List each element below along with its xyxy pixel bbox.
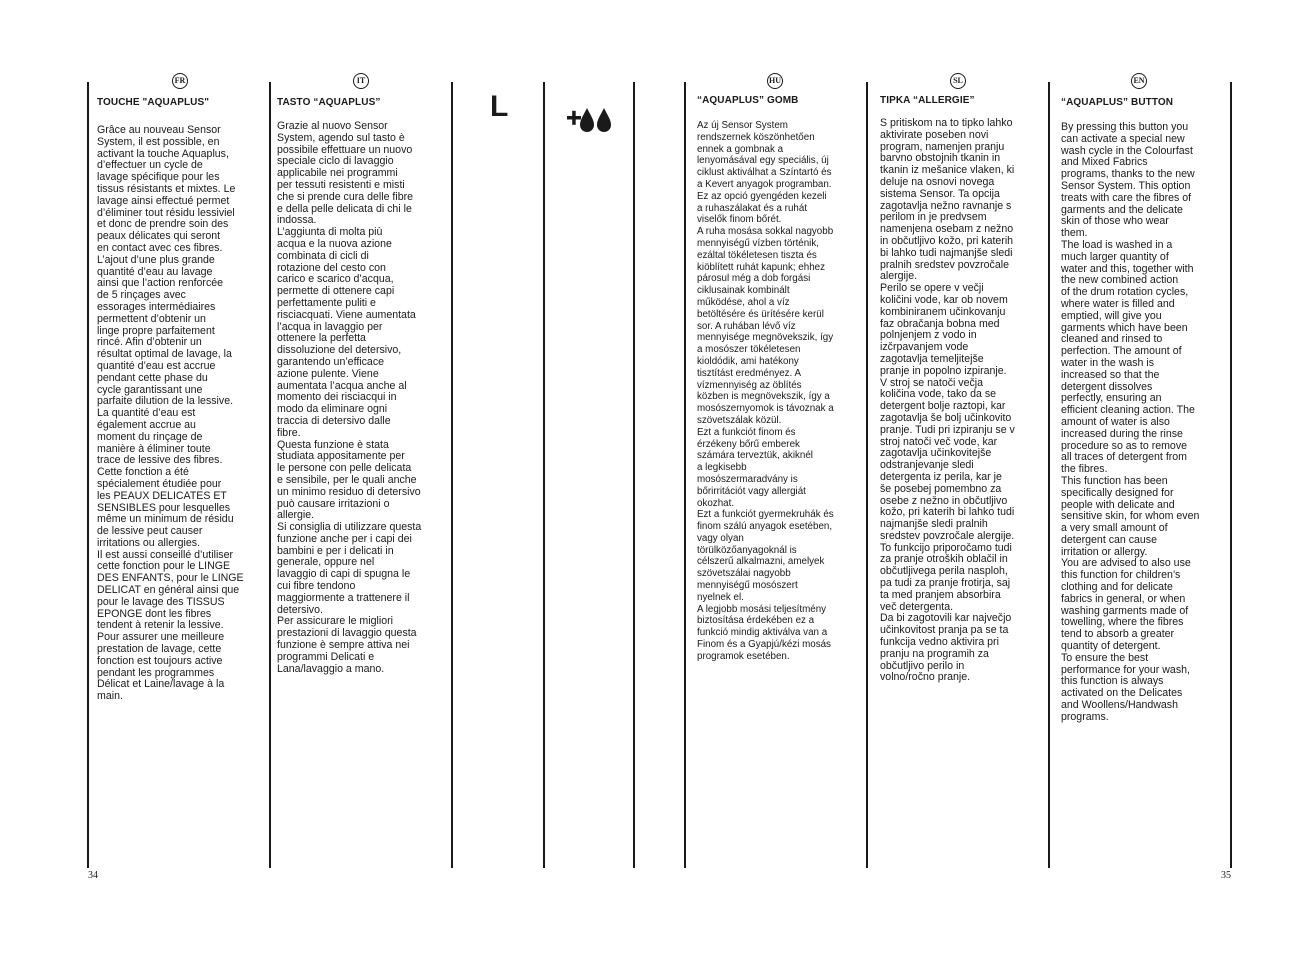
section-heading-it: TASTO “AQUAPLUS” [277, 97, 381, 108]
text-line: fonction est toujours active [97, 654, 223, 667]
text-line: za pranje otroških oblačil in [880, 553, 1008, 566]
text-line: The load is washed in a [1061, 238, 1173, 251]
text-line: perfettamente puliti e [277, 296, 376, 309]
text-line: les PEAUX DELICATES ET [97, 489, 227, 502]
text-line: towelling, where the fibres [1061, 616, 1184, 629]
column-divider [684, 82, 686, 868]
text-line: Da bi zagotovili kar največjo [880, 612, 1012, 625]
column-divider [87, 82, 89, 868]
text-line: carico e scarico d’acqua, [277, 273, 394, 286]
text-line: rendszernek köszönhetően [697, 131, 815, 143]
text-line: funzione è sempre attiva nei [277, 639, 410, 652]
text-line: viselők finom bőrét. [697, 214, 782, 226]
text-line: acqua e la nuova azione [277, 237, 392, 250]
text-line: občutljivega perila nasploh, [880, 565, 1008, 578]
text-line: ciklusainak kombinált [697, 285, 790, 297]
text-line: programok esetében. [697, 650, 790, 662]
text-line: Finom és a Gyapjú/kézi mosás [697, 639, 831, 651]
text-line: This function has been [1061, 474, 1168, 487]
text-line: garantendo un’efficace [277, 355, 385, 368]
text-line: okozhat. [697, 497, 735, 509]
text-line: DES ENFANTS, pour le LINGE [97, 572, 244, 585]
section-heading-en: “AQUAPLUS” BUTTON [1061, 97, 1174, 108]
text-line: clothing and for delicate [1061, 581, 1173, 594]
text-line: betöltésére és ürítésére kerül [697, 308, 824, 320]
text-line: un minimo residuo di detersivo [277, 485, 421, 498]
text-line: applicabile nei programmi [277, 167, 398, 180]
text-line: risciacquati. Viene aumentata [277, 308, 416, 321]
text-line: alergije. [880, 270, 918, 283]
text-line: Questa funzione è stata [277, 438, 389, 451]
text-line: Pour assurer une meilleure [97, 631, 225, 644]
body-text-en [1061, 122, 1226, 724]
language-badge-fr: FR [172, 73, 188, 89]
text-line: Lana/lavaggio a mano. [277, 662, 385, 675]
text-line: zagotavlja nežno ravnanje s [880, 199, 1012, 212]
text-line: perfectly, ensuring an [1061, 392, 1162, 405]
text-line: lavage ainsi effectué permet [97, 194, 230, 207]
text-line: possibile effettuare un nuovo [277, 143, 413, 156]
text-line: traccia di detersivo dalle [277, 414, 391, 427]
language-badge-hu: HU [767, 73, 783, 89]
text-line: modo da eliminare ogni [277, 403, 388, 416]
text-line: in občutljivo kožo, pri katerih [880, 234, 1014, 247]
text-line: program, namenjen pranju [880, 140, 1005, 153]
text-line: detergent can cause [1061, 533, 1158, 546]
text-line: essorages intermédiaires [97, 300, 216, 313]
text-line: System, agendo sul tasto è [277, 131, 405, 144]
text-line: osebe z nežno in občutljivo [880, 494, 1008, 507]
text-line: sredstev povzročale alergije. [880, 529, 1015, 542]
text-line: azione pulente. Viene [277, 367, 379, 380]
text-line: également accrue au [97, 418, 196, 431]
text-line: indossa. [277, 214, 317, 227]
text-line: še posebej pomembno za [880, 482, 1002, 495]
text-line: d’effectuer un cycle de [97, 159, 203, 172]
text-line: de lessive peut causer [97, 525, 203, 538]
text-line: moment du rinçage de [97, 430, 203, 443]
text-line: detergenta iz perila, kar je [880, 470, 1002, 483]
text-line: dissoluzione del detersivo, [277, 344, 402, 357]
text-line: skin of those who wear [1061, 215, 1169, 228]
text-line: parfaite dilution de la lessive. [97, 395, 234, 408]
text-line: funkció mindig aktiválva van a [697, 627, 828, 639]
text-line: increased during the rinse [1061, 427, 1183, 440]
text-line: and Mixed Fabrics [1061, 156, 1148, 169]
text-line: učinkovitost pranja pa se ta [880, 624, 1009, 637]
text-line: a very small amount of [1061, 522, 1168, 535]
text-line: működése, ahol a víz [697, 296, 790, 308]
text-line: this function is always [1061, 675, 1164, 688]
program-letter: L [490, 90, 509, 123]
body-text-hu [697, 120, 862, 663]
text-line: and Woollens/Handwash [1061, 699, 1178, 712]
text-line: količina vode, tako da se [880, 388, 997, 401]
text-line: törülközőanyagoknál is [697, 544, 797, 556]
language-badge-en: EN [1131, 73, 1147, 89]
column-divider [269, 82, 271, 868]
text-line: efficient cleaning action. The [1061, 404, 1195, 417]
text-line: permette di ottenere capi [277, 285, 395, 298]
section-heading-hu: “AQUAPLUS” GOMB [697, 95, 799, 106]
text-line: water in the wash is [1061, 356, 1155, 369]
text-line: résultat optimal de lavage, la [97, 348, 232, 361]
text-line: tisztítást eredményez. A [697, 367, 802, 379]
text-line: več detergenta. [880, 600, 954, 613]
text-line: bi lahko tudi najmanjše sledi [880, 246, 1013, 259]
text-line: mennyiségű mosószert [697, 580, 798, 592]
text-line: a ruhaszálakat és a ruhát [697, 202, 808, 214]
text-line: izčrpavanjem vode [880, 341, 969, 354]
text-line: perfection. The amount of [1061, 345, 1182, 358]
text-line: Ez az opció gyengéden kezeli [697, 190, 827, 202]
text-line: közben is megnövekszik, így a [697, 391, 830, 403]
text-line: odstranjevanje sledi [880, 459, 974, 472]
text-line: S pritiskom na to tipko lahko [880, 117, 1013, 129]
text-line: finom szálú anyagok esetében, [697, 521, 833, 533]
text-line: prestation de lavage, cette [97, 643, 222, 656]
aquaplus-plus-drops-icon [566, 104, 616, 136]
text-line: può causare irritazioni o [277, 497, 390, 510]
text-line: mosószermaradvány is [697, 473, 798, 485]
text-line: vagy olyan [697, 532, 744, 544]
text-line: szövetszálai nagyobb [697, 568, 791, 580]
text-line: this function for children’s [1061, 569, 1181, 582]
text-line: bőrirritációt vagy allergiát [697, 485, 806, 497]
text-line: irritation or allergy. [1061, 545, 1148, 558]
text-line: where water is filled and [1061, 297, 1175, 310]
text-line: kombiniranem učinkovanju [880, 305, 1006, 318]
text-line: specifically designed for [1061, 486, 1174, 499]
text-line: Délicat et Laine/lavage à la [97, 678, 225, 691]
text-line: même un minimum de résidu [97, 513, 234, 526]
text-line: much larger quantity of [1061, 250, 1169, 263]
text-line: pendant cette phase du [97, 371, 208, 384]
text-line: Cette fonction a été [97, 466, 189, 479]
text-line: quantity of detergent. [1061, 640, 1161, 653]
section-heading-sl: TIPKA “ALLERGIE” [880, 95, 975, 106]
text-line: najmanjše sledi pralnih [880, 518, 988, 531]
text-line: Grâce au nouveau Sensor [97, 124, 221, 136]
text-line: e sensibile, per le quali anche [277, 473, 417, 486]
text-line: linge propre parfaitement [97, 324, 215, 337]
text-line: pranju na programih za [880, 647, 989, 660]
text-line: wash cycle in the Colourfast [1061, 144, 1193, 157]
text-line: treats with care the fibres of [1061, 191, 1192, 204]
text-line: SENSIBLES pour lesquelles [97, 501, 231, 514]
text-line: detergent bolje raztopi, kar [880, 400, 1006, 413]
text-line: rotazione del cesto con [277, 261, 386, 274]
text-line: l’acqua in lavaggio per [277, 320, 383, 333]
text-line: sistema Sensor. Ta opcija [880, 187, 1000, 200]
text-line: szövetszálak közül. [697, 414, 782, 426]
text-line: By pressing this button you [1061, 121, 1189, 133]
text-line: célszerű alkalmazni, amelyek [697, 556, 825, 568]
text-line: fabrics in general, or when [1061, 592, 1186, 605]
text-line: érzékeny bőrű emberek [697, 438, 800, 450]
text-line: et donc de prendre soin des [97, 218, 229, 231]
text-line: generale, oppure nel [277, 556, 375, 569]
text-line: main. [97, 690, 123, 703]
text-line: pranje in popolno izpiranje. [880, 364, 1007, 377]
text-line: ottenere la perfetta [277, 332, 366, 345]
text-line: namenjena osebam z nežno [880, 223, 1014, 236]
text-line: nyelnek el. [697, 591, 744, 603]
column-divider [866, 82, 868, 868]
text-line: manière à éliminer toute [97, 442, 211, 455]
text-line: lavage spécifique pour les [97, 171, 220, 184]
text-line: quantité d’eau au lavage [97, 265, 213, 278]
text-line: peaux délicates qui seront [97, 230, 221, 243]
text-line: a legkisebb [697, 462, 747, 474]
text-line: stroj natoči več vode, kar [880, 435, 998, 448]
text-line: zagotavlja temeljitejše [880, 352, 984, 365]
text-line: mosószernyomok is távoznak a [697, 403, 834, 415]
text-line: volno/ročno pranje. [880, 671, 971, 684]
text-line: tkanin iz mešanice vlaken, ki [880, 164, 1015, 177]
text-line: programs. [1061, 710, 1109, 723]
text-line: maggiormente a trattenere il [277, 591, 410, 604]
text-line: trace de lessive des fibres. [97, 454, 223, 467]
text-line: barvno obstojnih tkanin in [880, 152, 1001, 165]
text-line: cleaned and rinsed to [1061, 333, 1163, 346]
text-line: the fibres. [1061, 463, 1108, 476]
text-line: per tessuti resistenti e misti [277, 178, 405, 191]
text-line: pralnih sredstev povzročale [880, 258, 1009, 271]
text-line: ta med pranjem absorbira [880, 588, 1001, 601]
text-line: procedure so as to remove [1061, 439, 1188, 452]
text-line: aumentata l’acqua anche al [277, 379, 407, 392]
text-line: momento dei risciacqui in [277, 391, 397, 404]
text-line: le persone con pelle delicata [277, 462, 412, 475]
text-line: of the drum rotation cycles, [1061, 286, 1189, 299]
text-line: pour le lavage des TISSUS [97, 595, 225, 608]
column-divider [543, 82, 545, 868]
text-line: programmi Delicati e [277, 650, 375, 663]
column-divider [633, 82, 635, 868]
text-line: količini vode, kar ob novem [880, 293, 1008, 306]
text-line: can activate a special new [1061, 132, 1185, 145]
page-number-left: 34 [88, 870, 98, 881]
text-line: people with delicate and [1061, 498, 1175, 511]
column-divider [1048, 82, 1050, 868]
text-line: deluje na osnovi novega [880, 175, 995, 188]
text-line: irritations ou allergies. [97, 536, 201, 549]
text-line: all traces of detergent from [1061, 451, 1188, 464]
text-line: activated on the Delicates [1061, 687, 1183, 700]
text-line: en contact avec ces fibres. [97, 241, 223, 254]
text-line: activant la touche Aquaplus, [97, 147, 229, 160]
language-badge-sl: SL [950, 73, 966, 89]
text-line: amount of water is also [1061, 415, 1170, 428]
text-line: To funkcijo priporočamo tudi [880, 541, 1012, 554]
text-line: spécialement étudiée pour [97, 477, 222, 490]
text-line: You are advised to also use [1061, 557, 1191, 570]
text-line: studiata appositamente per [277, 450, 405, 463]
text-line: cui fibre tendono [277, 580, 356, 593]
text-line: Il est aussi conseillé d’utiliser [97, 548, 234, 561]
text-line: the new combined action [1061, 274, 1179, 287]
text-line: che si prende cura delle fibre [277, 190, 414, 203]
text-line: Perilo se opere v večji [880, 282, 984, 295]
text-line: kožo, pri katerih bi lahko tudi [880, 506, 1015, 519]
text-line: A legjobb mosási teljesítmény [697, 603, 827, 615]
text-line: funzione anche per i capi dei [277, 532, 412, 545]
text-line: bambini e per i delicati in [277, 544, 394, 557]
text-line: rincé. Afin d’obtenir un [97, 336, 202, 349]
text-line: kiöblített ruhát kapunk; ehhez [697, 261, 825, 273]
text-line: garments and the delicate [1061, 203, 1183, 216]
section-heading-fr: TOUCHE "AQUAPLUS" [97, 97, 210, 108]
text-line: sor. A ruhában lévő víz [697, 320, 796, 332]
text-line: pendant les programmes [97, 666, 215, 679]
text-line: water and this, together with [1061, 262, 1194, 275]
text-line: emptied, will give you [1061, 309, 1162, 322]
text-line: Grazie al nuovo Sensor [277, 120, 388, 132]
text-line: ezáltal tökéletesen tiszta és [697, 249, 817, 261]
text-line: lenyomásával egy speciális, új [697, 155, 829, 167]
body-text-sl [880, 118, 1045, 684]
text-line: permettent d’obtenir un [97, 312, 206, 325]
text-line: L’aggiunta di molta più [277, 226, 383, 239]
text-line: lavaggio di capi di spugna le [277, 568, 411, 581]
text-line: párosul még a dob forgási [697, 273, 811, 285]
text-line: Az új Sensor System [697, 120, 788, 131]
text-line: cette fonction pour le LINGE [97, 560, 231, 573]
text-line: cycle garantissant une [97, 383, 203, 396]
text-line: Si consiglia di utilizzare questa [277, 521, 422, 534]
text-line: pa tudi za pranje frotirja, saj [880, 577, 1011, 590]
text-line: faz obračanja bobna med [880, 317, 1000, 330]
text-line: Per assicurare le migliori [277, 615, 393, 628]
text-line: Ezt a funkciót finom és [697, 426, 796, 438]
text-line: zagotavlja še bolj učinkovito [880, 411, 1012, 424]
text-line: de 5 rinçages avec [97, 289, 186, 302]
text-line: La quantité d’eau est [97, 407, 196, 420]
text-line: prestazioni di lavaggio questa [277, 627, 417, 640]
text-line: biztosítása érdekében ez a [697, 615, 815, 627]
text-line: számára terveztük, akiknél [697, 450, 813, 462]
text-line: allergie. [277, 509, 315, 522]
text-line: kioldódik, ami hatékony [697, 355, 799, 367]
text-line: L’ajout d’une plus grande [97, 253, 215, 266]
text-line: a Kevert anyagok programban. [697, 178, 832, 190]
text-line: them. [1061, 227, 1088, 240]
text-line: mennyiségű vízben történik, [697, 237, 819, 249]
text-line: programs, thanks to the new [1061, 168, 1195, 181]
text-line: fibre. [277, 426, 301, 439]
text-line: funkcija vedno aktivira pri [880, 636, 999, 649]
text-line: občutljivo perilo in [880, 659, 965, 672]
text-line: a mosószer tökéletesen [697, 344, 801, 356]
text-line: performance for your wash, [1061, 663, 1190, 676]
text-line: pranje. Tudi pri izpiranju se v [880, 423, 1015, 436]
language-badge-it: IT [353, 73, 369, 89]
text-line: garments which have been [1061, 321, 1188, 334]
column-divider [451, 82, 453, 868]
text-line: ciklust aktiválhat a Színtartó és [697, 167, 832, 179]
column-divider [1230, 82, 1232, 868]
text-line: aktivirate poseben novi [880, 128, 989, 141]
text-line: V stroj se natoči večja [880, 376, 984, 389]
text-line: tissus résistants et mixtes. Le [97, 182, 236, 195]
text-line: washing garments made of [1061, 604, 1189, 617]
text-line: Sensor System. This option [1061, 179, 1191, 192]
page-number-right: 35 [1221, 870, 1231, 881]
text-line: A ruha mosása sokkal nagyobb [697, 226, 834, 238]
text-line: combinata di cicli di [277, 249, 369, 262]
text-line: vízmennyiség az öblítés [697, 379, 802, 391]
text-line: zagotavlja učinkovitejše [880, 447, 992, 460]
body-text-it [277, 121, 447, 675]
text-line: detersivo. [277, 603, 323, 616]
text-line: quantité d’eau est accrue [97, 359, 216, 372]
text-line: mennyisége megnövekszik, így [697, 332, 834, 344]
text-line: ainsi que l’action renforcée [97, 277, 224, 290]
text-line: e della pelle delicata di chi le [277, 202, 412, 215]
text-line: To ensure the best [1061, 651, 1149, 664]
text-line: detergent dissolves [1061, 380, 1153, 393]
text-line: System, il est possible, en [97, 135, 220, 148]
text-line: increased so that the [1061, 368, 1160, 381]
text-line: d’éliminer tout résidu lessiviel [97, 206, 235, 219]
body-text-fr [97, 125, 262, 703]
text-line: Ezt a funkciót gyermekruhák és [697, 509, 834, 521]
text-line: speciale ciclo di lavaggio [277, 155, 394, 168]
text-line: tendent à retenir la lessive. [97, 619, 224, 632]
text-line: tend to absorb a greater [1061, 628, 1175, 641]
text-line: ennek a gombnak a [697, 143, 784, 155]
text-line: polnjenjem z vodo in [880, 329, 977, 342]
text-line: DELICAT en général ainsi que [97, 584, 240, 597]
text-line: perilom in je predvsem [880, 211, 987, 224]
text-line: EPONGE dont les fibres [97, 607, 212, 620]
text-line: sensitive skin, for whom even [1061, 510, 1200, 523]
